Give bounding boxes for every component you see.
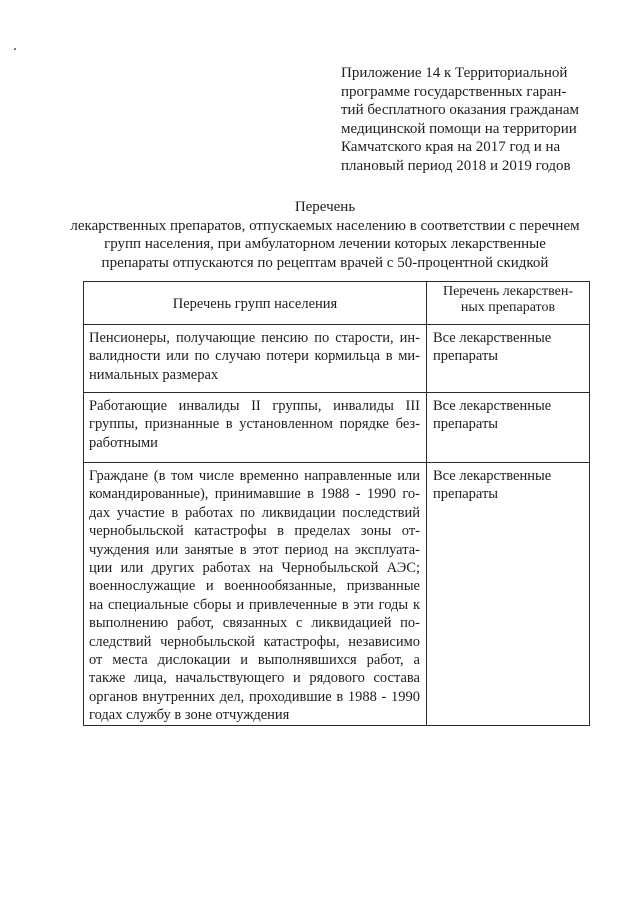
document-title: Перечень xyxy=(294,199,356,215)
group-line: чернобыльской катастрофы в пределах зоны от- xyxy=(89,523,420,540)
appendix-line: тий бесплатного оказания гражданам xyxy=(341,102,580,118)
group-line: выполнению работ, связанных с ликвидацией по- xyxy=(89,615,420,632)
group-line: Работающие инвалиды II группы, инвалиды III xyxy=(89,398,420,414)
drugs-line: Все лекарственные xyxy=(433,330,552,346)
document-heading xyxy=(60,198,590,272)
appendix-line: плановый период 2018 и 2019 годов xyxy=(341,157,571,174)
group-cell xyxy=(84,393,427,463)
group-line: следствий чернобыльской катастрофы, независимо xyxy=(89,633,420,650)
group-line: на специальные сборы и привлеченные в эти годы к xyxy=(89,596,420,613)
group-cell xyxy=(84,463,427,726)
header-groups: Перечень групп населения xyxy=(84,282,427,325)
drugs-cell xyxy=(427,393,590,463)
group-line: чуждения или занятые в этот период на эксплуата- xyxy=(89,541,420,558)
group-line: также лица, начальствующего и рядового состава xyxy=(89,670,420,687)
header-drugs-line: ных препаратов xyxy=(460,300,556,315)
appendix-line: Камчатского края на 2017 год и на xyxy=(341,139,561,155)
table-row xyxy=(84,463,590,726)
drugs-line: препараты xyxy=(433,486,499,503)
group-line: органов внутренних дел, проходившие в 1988 - 1990 xyxy=(89,688,420,705)
appendix-line: медицинской помощи на территории xyxy=(341,120,577,137)
appendix-line: Приложение 14 к Территориальной xyxy=(341,65,568,81)
drugs-line: препараты xyxy=(433,348,499,365)
group-line: группы, признанные в установленном порядке без- xyxy=(89,416,420,433)
drugs-line: Все лекарственные xyxy=(433,468,552,484)
group-line: работными xyxy=(89,434,158,451)
group-line: валидности или по случаю потери кормильца в ми- xyxy=(89,348,420,365)
appendix-line: программе государственных гаран- xyxy=(341,83,567,100)
group-line: годах службу в зоне отчуждения xyxy=(89,707,290,724)
table-header-row xyxy=(84,282,590,325)
table-row xyxy=(84,325,590,393)
drugs-cell xyxy=(427,463,590,726)
group-line: командированные), принимавшие в 1988 - 1990 го- xyxy=(89,486,420,503)
group-line: от места дислокации и выполнявшихся работ, а xyxy=(89,652,420,669)
header-drugs-line: Перечень лекарствен- xyxy=(442,284,574,299)
group-cell xyxy=(84,325,427,393)
population-groups-table xyxy=(83,281,590,726)
drugs-cell xyxy=(427,325,590,393)
document-subtitle-line: групп населения, при амбулаторном лечении которых лекарственные xyxy=(104,236,546,252)
drugs-line: препараты xyxy=(433,416,499,433)
group-line: военнослужащие и военнообязанные, призванные xyxy=(89,578,420,595)
group-line: нимальных размерах xyxy=(89,366,219,383)
document-subtitle-line: препараты отпускаются по рецептам врачей с 50-процентной скидкой xyxy=(101,254,549,271)
group-line: дах участие в работах по ликвидации последствий xyxy=(89,504,420,521)
drugs-line: Все лекарственные xyxy=(433,398,552,414)
scan-speck xyxy=(14,48,16,50)
group-line: ции или других работах на Чернобыльской АЭС; xyxy=(89,560,420,577)
group-line: Пенсионеры, получающие пенсию по старости, ин- xyxy=(89,330,420,346)
header-drugs xyxy=(427,282,590,325)
document-subtitle-line: лекарственных препаратов, отпускаемых населению в соответствии с перечнем xyxy=(70,217,580,234)
appendix-note xyxy=(341,64,591,175)
group-line: Граждане (в том числе временно направленные или xyxy=(89,468,420,484)
table-row xyxy=(84,393,590,463)
